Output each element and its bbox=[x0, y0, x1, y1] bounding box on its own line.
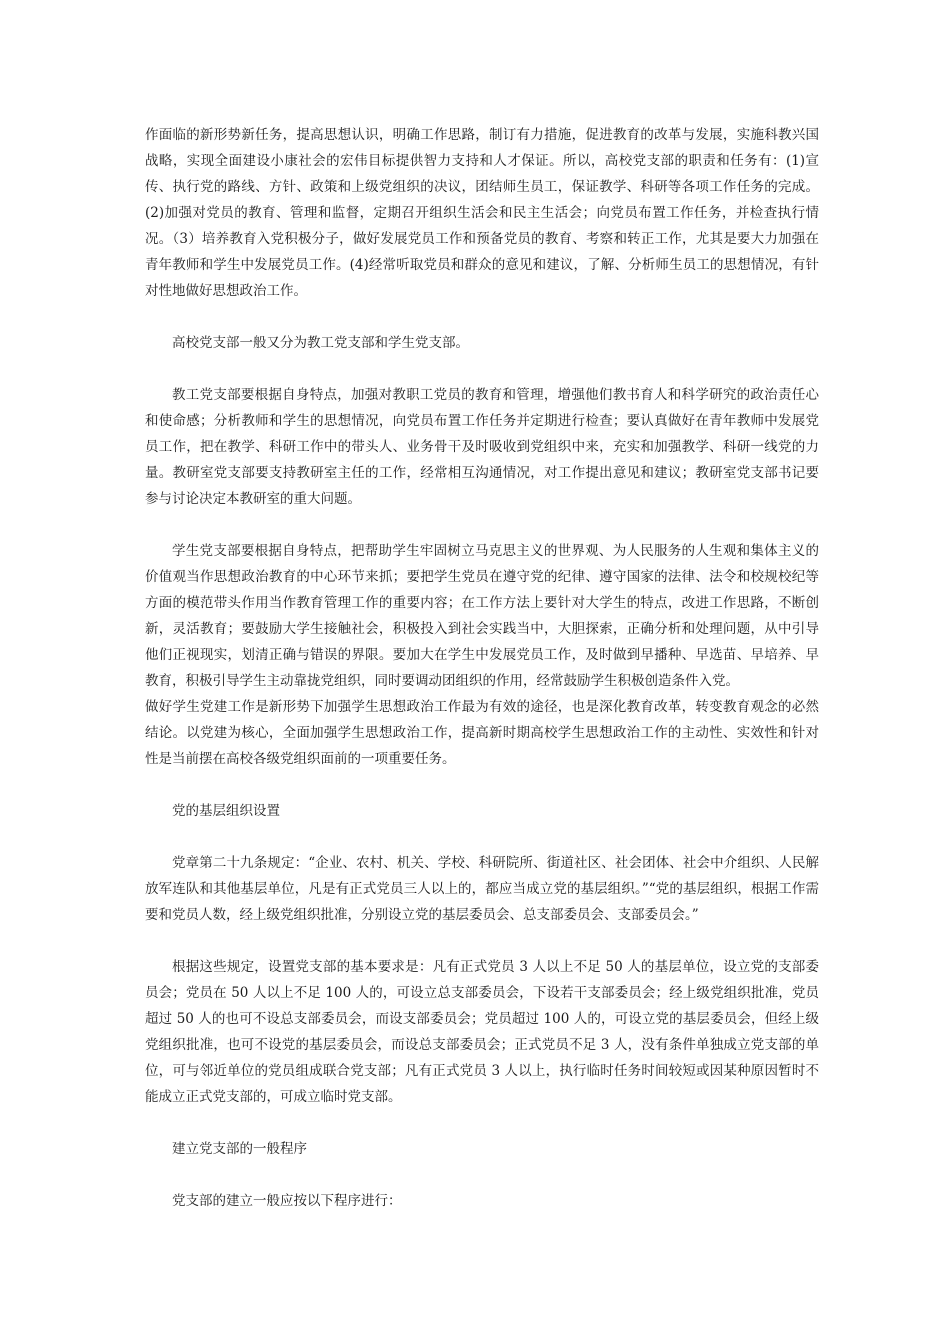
paragraph-faculty-branch: 教工党支部要根据自身特点，加强对教职工党员的教育和管理，增强他们教书育人和科学研究的政治责任心和使命感；分析教师和学生的思想情况，向党员布置工作任务并定期进行检查；要认真做好在青年教师中发展党员工作，把在教学、科研工作中的带头人、业务骨干及时吸收到党组织中来，充实和加强教学、科研一线党的力量。教研室党支部要支持教研室主任的工作，经常相互沟通情况，对工作提出意见和建议；教研室党支部书记要参与讨论决定本教研室的重大问题。 bbox=[145, 387, 819, 507]
document-body bbox=[145, 122, 819, 1214]
paragraph-student-branch: 学生党支部要根据自身特点，把帮助学生牢固树立马克思主义的世界观、为人民服务的人生观和集体主义的价值观当作思想政治教育的中心环节来抓；要把学生党员在遵守党的纪律、遵守国家的法律、法令和校规校纪等方面的模范带头作用当作教育管理工作的重要内容；在工作方法上要针对大学生的特点，改进工作思路，不断创新，灵活教育；要鼓励大学生接触社会，积极投入到社会实践当中，大胆探索，正确分析和处理问题，从中引导他们正视现实，划清正确与错误的界限。要加大在学生中发展党员工作，及时做到早播种、早选苗、早培养、早教育，积极引导学生主动靠拢党组织，同时要调动团组织的作用，经常鼓励学生积极创造条件入党。 bbox=[145, 543, 819, 689]
paragraph-branch-setup-requirements: 根据这些规定，设置党支部的基本要求是：凡有正式党员 3 人以上不足 50 人的基层单位，设立党的支部委员会；党员在 50 人以上不足 100 人的，可设立总支部委员会，下设若干支部委员会；经上级党组织批准，党员超过 50 人的也可不设总支部委员会，而设支部委员会；党员超过 100 人的，可设立党的基层委员会，但经上级党组织批准，也可不设党的基层委员会，而设总支部委员会；正式党员不足 3 人，没有条件单独成立党支部的单位，可与邻近单位的党员组成联合党支部；凡有正式党员 3 人以上，执行临时任务时间较短或因某种原因暂时不能成立正式党支部的，可成立临时党支部。 bbox=[145, 959, 819, 1105]
paragraph-student-party-building: 做好学生党建工作是新形势下加强学生思想政治工作最为有效的途径，也是深化教育改革，转变教育观念的必然结论。以党建为核心，全面加强学生思想政治工作，提高新时期高校学生思想政治工作的主动性、实效性和针对性是当前摆在高校各级党组织面前的一项重要任务。 bbox=[145, 699, 819, 767]
paragraph-branch-types: 高校党支部一般又分为教工党支部和学生党支部。 bbox=[172, 335, 469, 351]
section-heading-grassroots-organization: 党的基层组织设置 bbox=[172, 803, 280, 819]
paragraph-duties-continued: 作面临的新形势新任务，提高思想认识，明确工作思路，制订有力措施，促进教育的改革与发展，实施科教兴国战略，实现全面建设小康社会的宏伟目标提供智力支持和人才保证。所以，高校党支部的职责和任务有：(1)宣传、执行党的路线、方针、政策和上级党组织的决议，团结师生员工，保证教学、科研等各项工作任务的完成。(2)加强对党员的教育、管理和监督，定期召开组织生活会和民主生活会；向党员布置工作任务，并检查执行情况。（3）培养教育入党积极分子，做好发展党员工作和预备党员的教育、考察和转正工作，尤其是要大力加强在青年教师和学生中发展党员工作。(4)经常听取党员和群众的意见和建议，了解、分析师生员工的思想情况，有针对性地做好思想政治工作。 bbox=[145, 127, 819, 299]
paragraph-procedure-intro: 党支部的建立一般应按以下程序进行： bbox=[172, 1193, 402, 1209]
section-heading-establishment-procedure: 建立党支部的一般程序 bbox=[172, 1141, 307, 1157]
paragraph-party-constitution-article-29: 党章第二十九条规定：“企业、农村、机关、学校、科研院所、街道社区、社会团体、社会中介组织、人民解放军连队和其他基层单位，凡是有正式党员三人以上的，都应当成立党的基层组织。”“党的基层组织，根据工作需要和党员人数，经上级党组织批准，分别设立党的基层委员会、总支部委员会、支部委员会。” bbox=[145, 855, 819, 923]
